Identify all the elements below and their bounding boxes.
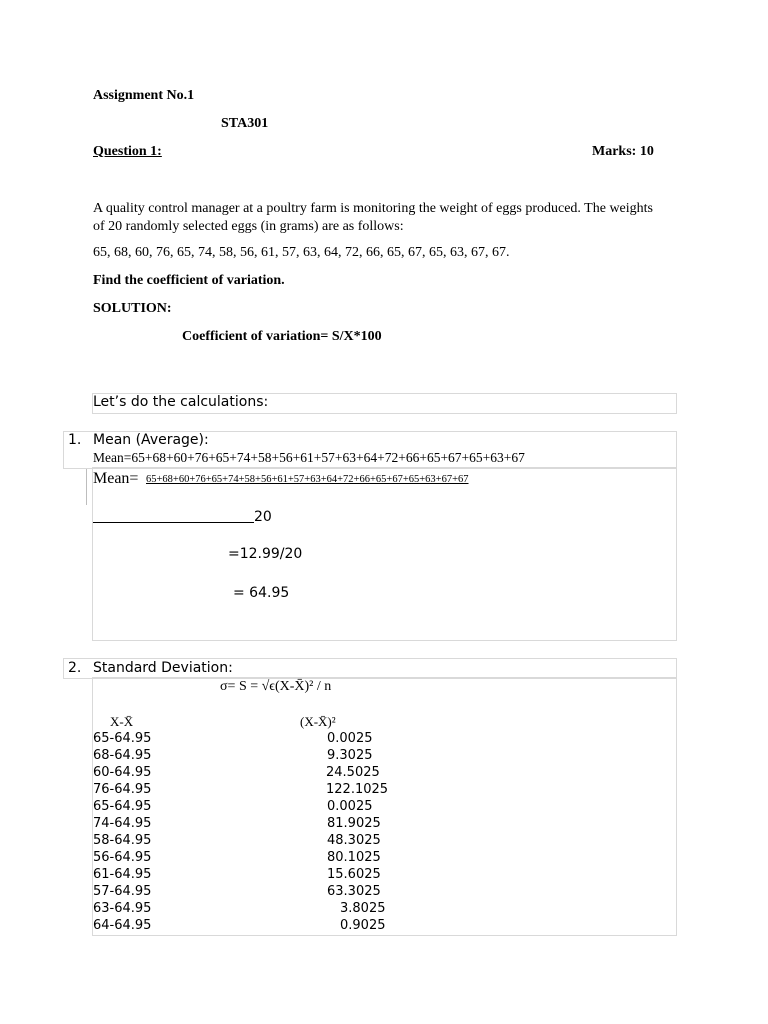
question-text: A quality control manager at a poultry farm is monitoring the weight of eggs produced. The weights of 20 randomly selected eggs (in grams) are as follows: (93, 201, 653, 234)
std-row-diff: 68-64.95 (93, 748, 152, 763)
std-row-diff: 64-64.95 (93, 918, 152, 933)
cv-formula: Coefficient of variation= S/X*100 (182, 329, 382, 344)
course-code: STA301 (221, 116, 269, 131)
std-row-diff: 60-64.95 (93, 765, 152, 780)
question-task: Find the coefficient of variation. (93, 273, 285, 288)
std-row-diff: 61-64.95 (93, 867, 152, 882)
question-label: Question 1: (93, 144, 162, 159)
marks-label: Marks: 10 (592, 144, 654, 159)
std-row-diff: 56-64.95 (93, 850, 152, 865)
mean-line2-label: Mean= (93, 470, 139, 487)
mean-body-box (92, 467, 677, 641)
mean-denominator: 20 (254, 509, 272, 525)
mean-result: = 64.95 (233, 585, 290, 601)
std-row-square: 0.9025 (340, 918, 386, 933)
mean-title: Mean (Average): (93, 432, 209, 448)
std-row-square: 48.3025 (327, 833, 381, 848)
assignment-title: Assignment No.1 (93, 88, 195, 103)
mean-number: 1. (68, 432, 82, 448)
std-row-square: 63.3025 (327, 884, 381, 899)
std-row-diff: 76-64.95 (93, 782, 152, 797)
fraction-bar (93, 522, 254, 523)
std-row-diff: 74-64.95 (93, 816, 152, 831)
std-row-diff: 65-64.95 (93, 731, 152, 746)
std-row-square: 3.8025 (340, 901, 386, 916)
std-row-diff: 63-64.95 (93, 901, 152, 916)
mean-step1: =12.99/20 (228, 546, 303, 562)
std-row-square: 81.9025 (327, 816, 381, 831)
solution-label: SOLUTION: (93, 301, 172, 316)
std-formula: σ= S = √ϵ(X-X̄)² / n (220, 679, 332, 694)
std-number: 2. (68, 660, 82, 676)
col-header-sq: (X-X̄)² (300, 714, 336, 729)
std-row-square: 9.3025 (327, 748, 373, 763)
cursor-line (86, 469, 87, 505)
std-row-diff: 57-64.95 (93, 884, 152, 899)
std-row-square: 15.6025 (327, 867, 381, 882)
std-row-square: 0.0025 (327, 731, 373, 746)
std-row-square: 24.5025 (326, 765, 380, 780)
std-body-box (92, 677, 677, 936)
std-row-square: 122.1025 (326, 782, 389, 797)
question-data: 65, 68, 60, 76, 65, 74, 58, 56, 61, 57, 63, 64, 72, 66, 65, 67, 65, 63, 67, 67. (93, 245, 510, 260)
mean-line2-sum: 65+68+60+76+65+74+58+56+61+57+63+64+72+66+65+67+65+63+67+67 (146, 474, 469, 485)
std-row-diff: 65-64.95 (93, 799, 152, 814)
std-title: Standard Deviation: (93, 660, 233, 676)
mean-line1: Mean=65+68+60+76+65+74+58+56+61+57+63+64+72+66+65+67+65+63+67 (93, 450, 525, 465)
intro-text: Let’s do the calculations: (93, 394, 269, 410)
col-header-diff: X-X̄ (110, 714, 134, 729)
std-row-square: 80.1025 (327, 850, 381, 865)
std-row-square: 0.0025 (327, 799, 373, 814)
std-row-diff: 58-64.95 (93, 833, 152, 848)
